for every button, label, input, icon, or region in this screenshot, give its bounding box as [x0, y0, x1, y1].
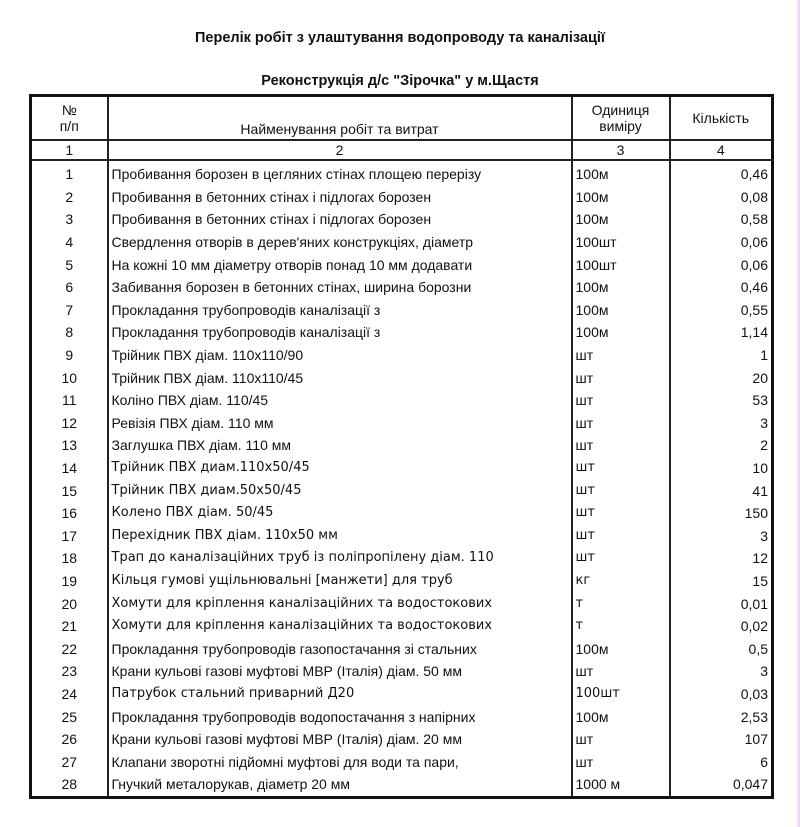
row-number: 4	[31, 231, 108, 254]
header-unit-line2: виміру	[599, 118, 642, 134]
row-quantity: 15	[670, 570, 773, 593]
row-number: 18	[31, 547, 108, 570]
row-name: Прокладання трубопроводів газопостачання зі стальних	[108, 637, 572, 660]
table-row	[31, 570, 773, 593]
table-row	[31, 366, 773, 389]
row-number: 20	[31, 592, 108, 615]
row-name: Крани кульові газові муфтові МВР (Італія) діам. 20 мм	[108, 728, 572, 751]
row-quantity: 0,06	[670, 253, 773, 276]
row-name: Хомути для кріплення каналізаційних та водостокових	[108, 615, 572, 638]
row-number: 1	[31, 160, 108, 186]
page-edge-strip	[796, 0, 800, 827]
row-name: Клапани зворотні підйомні муфтові для води та пари,	[108, 750, 572, 773]
row-number: 2	[31, 186, 108, 209]
row-quantity: 0,46	[670, 160, 773, 186]
row-number: 11	[31, 389, 108, 412]
header-number-line2: п/п	[59, 118, 79, 134]
row-unit: шт	[572, 502, 670, 525]
row-name: Хомути для кріплення каналізаційних та водостокових	[108, 592, 572, 615]
header-unit-line1: Одиниця	[591, 102, 650, 118]
column-number-2: 2	[108, 140, 572, 160]
row-quantity: 0,46	[670, 276, 773, 299]
row-unit: 100м	[572, 208, 670, 231]
row-unit: 1000 м	[572, 773, 670, 797]
row-name: Патрубок стальний приварний Д20	[108, 683, 572, 706]
row-quantity: 2	[670, 434, 773, 457]
table-row	[31, 750, 773, 773]
row-quantity: 53	[670, 389, 773, 412]
row-unit: 100шт	[572, 683, 670, 706]
header-name: Найменування робіт та витрат	[108, 96, 572, 141]
row-name: Свердлення отворів в дерев'яних конструкціях, діаметр	[108, 231, 572, 254]
row-quantity: 12	[670, 547, 773, 570]
header-number-line1: №	[61, 102, 77, 118]
table-row	[31, 525, 773, 548]
row-number: 28	[31, 773, 108, 797]
row-number: 9	[31, 344, 108, 367]
row-quantity: 0,55	[670, 299, 773, 322]
table-row	[31, 547, 773, 570]
table-row	[31, 615, 773, 638]
row-quantity: 3	[670, 412, 773, 435]
document-subtitle: Реконструкція д/с "Зірочка" у м.Щастя	[261, 73, 539, 89]
row-unit: шт	[572, 750, 670, 773]
row-name: Трап до каналізаційних труб із поліпропілену діам. 110	[108, 547, 572, 570]
row-quantity: 6	[670, 750, 773, 773]
table-row	[31, 321, 773, 344]
row-quantity: 20	[670, 366, 773, 389]
row-name: Коліно ПВХ діам. 110/45	[108, 389, 572, 412]
row-quantity: 3	[670, 525, 773, 548]
row-name: Пробивання в бетонних стінах і підлогах борозен	[108, 208, 572, 231]
row-unit: 100шт	[572, 231, 670, 254]
row-unit: шт	[572, 366, 670, 389]
row-quantity: 0,58	[670, 208, 773, 231]
row-unit: шт	[572, 457, 670, 480]
row-name: Пробивання в бетонних стінах і підлогах борозен	[108, 186, 572, 209]
table-row	[31, 457, 773, 480]
table-row	[31, 160, 773, 186]
row-unit: 100м	[572, 299, 670, 322]
row-name: Заглушка ПВХ діам. 110 мм	[108, 434, 572, 457]
works-table	[29, 94, 774, 799]
row-number: 8	[31, 321, 108, 344]
table-row	[31, 479, 773, 502]
row-name: Трійник ПВХ диам.50x50/45	[108, 479, 572, 502]
table-row	[31, 253, 773, 276]
row-number: 21	[31, 615, 108, 638]
row-unit: шт	[572, 728, 670, 751]
table-row	[31, 276, 773, 299]
row-quantity: 0,01	[670, 592, 773, 615]
row-quantity: 0,08	[670, 186, 773, 209]
row-number: 14	[31, 457, 108, 480]
row-name: Крани кульові газові муфтові МВР (Італія) діам. 50 мм	[108, 660, 572, 683]
row-quantity: 1,14	[670, 321, 773, 344]
column-number-3: 3	[572, 140, 670, 160]
row-name: Ревізія ПВХ діам. 110 мм	[108, 412, 572, 435]
row-unit: 100м	[572, 276, 670, 299]
row-unit: т	[572, 592, 670, 615]
row-number: 27	[31, 750, 108, 773]
document-title: Перелік робіт з улаштування водопроводу та каналізації	[194, 30, 605, 46]
row-unit: шт	[572, 547, 670, 570]
table-row	[31, 389, 773, 412]
row-number: 7	[31, 299, 108, 322]
row-name: Кільця гумові ущільнювальні [манжети] для труб	[108, 570, 572, 593]
table-row	[31, 728, 773, 751]
table-row	[31, 186, 773, 209]
row-quantity: 0,02	[670, 615, 773, 638]
table-row	[31, 299, 773, 322]
row-quantity: 41	[670, 479, 773, 502]
row-number: 5	[31, 253, 108, 276]
table-row	[31, 208, 773, 231]
row-number: 23	[31, 660, 108, 683]
row-name: Гнучкий металорукав, діаметр 20 мм	[108, 773, 572, 797]
column-number-1: 1	[31, 140, 108, 160]
table-row	[31, 773, 773, 797]
row-quantity: 0,03	[670, 683, 773, 706]
row-number: 3	[31, 208, 108, 231]
table-row	[31, 683, 773, 706]
row-unit: 100м	[572, 705, 670, 728]
row-name: Прокладання трубопроводів каналізації з	[108, 299, 572, 322]
column-number-4: 4	[670, 140, 773, 160]
row-number: 13	[31, 434, 108, 457]
row-unit: шт	[572, 434, 670, 457]
row-name: Пробивання борозен в цегляних стінах площею перерізу	[108, 160, 572, 186]
header-quantity: Кількість	[670, 96, 773, 141]
row-unit: 100м	[572, 637, 670, 660]
row-unit: кг	[572, 570, 670, 593]
table-row	[31, 660, 773, 683]
row-quantity: 0,5	[670, 637, 773, 660]
row-number: 17	[31, 525, 108, 548]
row-quantity: 150	[670, 502, 773, 525]
row-number: 16	[31, 502, 108, 525]
row-unit: шт	[572, 525, 670, 548]
table-row	[31, 637, 773, 660]
row-quantity: 1	[670, 344, 773, 367]
row-quantity: 3	[670, 660, 773, 683]
header-unit	[572, 96, 670, 141]
row-unit: 100м	[572, 160, 670, 186]
table-row	[31, 231, 773, 254]
row-number: 15	[31, 479, 108, 502]
row-unit: 100м	[572, 321, 670, 344]
row-name: На кожні 10 мм діаметру отворів понад 10 мм додавати	[108, 253, 572, 276]
row-quantity: 0,047	[670, 773, 773, 797]
row-name: Прокладання трубопроводів водопостачання з напірних	[108, 705, 572, 728]
row-number: 10	[31, 366, 108, 389]
row-unit: шт	[572, 344, 670, 367]
row-unit: шт	[572, 412, 670, 435]
table-row	[31, 344, 773, 367]
header-row	[31, 96, 773, 141]
row-number: 22	[31, 637, 108, 660]
row-number: 24	[31, 683, 108, 706]
row-number: 6	[31, 276, 108, 299]
row-name: Трійник ПВХ диам.110x50/45	[108, 457, 572, 480]
row-unit: 100шт	[572, 253, 670, 276]
row-number: 26	[31, 728, 108, 751]
row-number: 12	[31, 412, 108, 435]
row-name: Перехідник ПВХ діам. 110x50 мм	[108, 525, 572, 548]
row-unit: шт	[572, 389, 670, 412]
table-row	[31, 502, 773, 525]
row-name: Прокладання трубопроводів каналізації з	[108, 321, 572, 344]
table-row	[31, 592, 773, 615]
header-number	[31, 96, 108, 141]
row-quantity: 107	[670, 728, 773, 751]
row-unit: шт	[572, 479, 670, 502]
row-number: 25	[31, 705, 108, 728]
row-quantity: 0,06	[670, 231, 773, 254]
row-number: 19	[31, 570, 108, 593]
table-row	[31, 705, 773, 728]
row-quantity: 2,53	[670, 705, 773, 728]
table-body	[31, 160, 773, 797]
column-numbers-row	[31, 140, 773, 160]
row-name: Трійник ПВХ діам. 110x110/45	[108, 366, 572, 389]
row-unit: шт	[572, 660, 670, 683]
row-name: Колено ПВХ діам. 50/45	[108, 502, 572, 525]
row-name: Трійник ПВХ діам. 110x110/90	[108, 344, 572, 367]
row-name: Забивання борозен в бетонних стінах, ширина борозни	[108, 276, 572, 299]
row-unit: т	[572, 615, 670, 638]
table-row	[31, 412, 773, 435]
row-unit: 100м	[572, 186, 670, 209]
row-quantity: 10	[670, 457, 773, 480]
table-row	[31, 434, 773, 457]
